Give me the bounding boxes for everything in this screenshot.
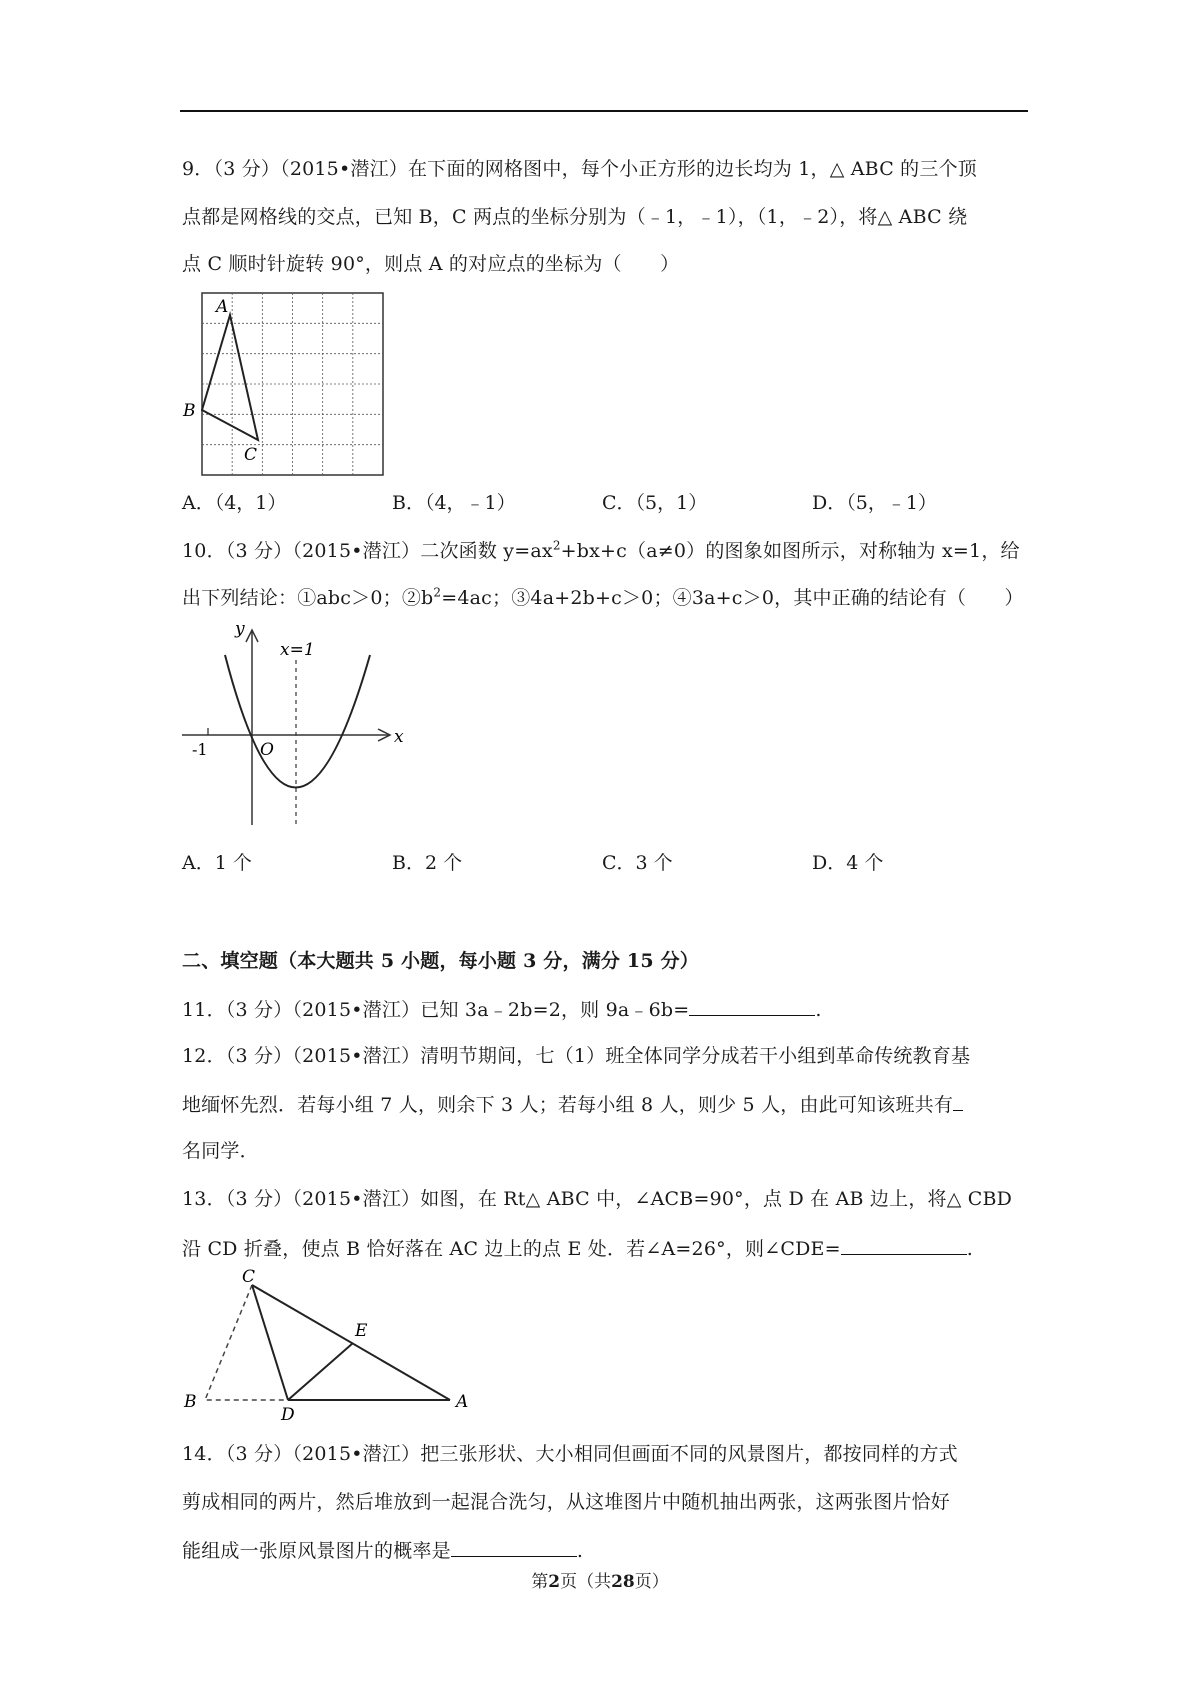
q10-axis-label: x=1: [280, 640, 315, 660]
q14-line-3: 能组成一张原风景图片的概率是 .: [182, 1536, 583, 1564]
q14-line-1: 14．（3 分）（2015•潜江）把三张形状、大小相同但画面不同的风景图片，都按同样的方式: [182, 1443, 958, 1465]
q10-option-a: A．1 个: [182, 852, 252, 874]
q9-line-2: 点都是网格线的交点，已知 B，C 两点的坐标分别为（﹣1，﹣1），（1，﹣2），将△ ABC 绕: [182, 206, 968, 228]
q9-line-3: 点 C 顺时针旋转 90°，则点 A 的对应点的坐标为（ ）: [182, 253, 680, 275]
q9-option-b: B．（4，﹣1）: [392, 492, 516, 514]
q9-triangle-abc: [202, 315, 258, 440]
q13-answer-blank: [841, 1234, 967, 1255]
q9-option-c: C．（5，1）: [602, 492, 708, 514]
footer-total-pages: 28: [611, 1572, 635, 1592]
footer-page-number: 2: [548, 1572, 561, 1592]
q9-option-d: D．（5，﹣1）: [812, 492, 937, 514]
q12-answer-blank: [953, 1090, 963, 1111]
q13-segment-de: [288, 1343, 353, 1400]
q10-line-2: 出下列结论：①abc＞0；$②b^2=4ac$；③4a+2b+c＞0；④3a+c＞0，其中正确的结论有（ ）: [182, 585, 1024, 609]
q10-origin-label: O: [260, 740, 274, 760]
q13-label-e: E: [355, 1321, 368, 1341]
section-2-heading: 二、填空题（本大题共 5 小题，每小题 3 分，满分 15 分）: [182, 950, 699, 972]
q10-parabola: [225, 655, 370, 788]
q13-label-c: C: [242, 1267, 256, 1287]
q11-answer-blank: [689, 995, 815, 1016]
q10-y-label: y: [235, 619, 245, 639]
q9-label-b: B: [183, 401, 196, 421]
q12-line-2: 地缅怀先烈．若每小组 7 人，则余下 3 人；若每小组 8 人，则少 5 人，由此可知该班共有: [182, 1090, 963, 1118]
q10-x-label: x: [394, 727, 404, 747]
q10-option-b: B．2 个: [392, 852, 463, 874]
q9-label-a: A: [216, 297, 229, 317]
q11-line: 11．（3 分）（2015•潜江）已知 3a﹣2b=2，则 9a﹣6b= .: [182, 995, 822, 1023]
q13-label-b: B: [184, 1392, 197, 1412]
q13-dashed-cbd: [205, 1285, 288, 1400]
q10-option-d: D．4 个: [812, 852, 884, 874]
page-footer: 第2页（共28页）: [531, 1572, 669, 1592]
q9-option-a: A．（4，1）: [182, 492, 287, 514]
q13-label-a: A: [456, 1392, 469, 1412]
q9-line-1: 9．（3 分）（2015•潜江）在下面的网格图中，每个小正方形的边长均为 1，△ ABC 的三个顶: [182, 158, 977, 180]
q10-option-c: C．3 个: [602, 852, 673, 874]
q10-parabola-graph: [180, 620, 420, 830]
q13-triangle-figure: [180, 1267, 480, 1425]
q9-grid-figure: [180, 290, 390, 490]
q14-line-2: 剪成相同的两片，然后堆放到一起混合洗匀，从这堆图片中随机抽出两张，这两张图片恰好: [182, 1491, 951, 1513]
q10-line-1: 10．（3 分）（2015•潜江）二次函数 $y=ax^2+bx+c(a\ne 0)$的图象如图所示，对称轴为 x=1，给: [182, 538, 1020, 562]
top-rule: [180, 110, 1028, 112]
q13-label-d: D: [281, 1405, 295, 1425]
q9-label-c: C: [244, 445, 258, 465]
q13-line-2: 沿 CD 折叠，使点 B 恰好落在 AC 边上的点 E 处．若∠A=26°，则∠CDE= .: [182, 1234, 973, 1262]
q14-answer-blank: [451, 1536, 577, 1557]
q12-line-3: 名同学．: [182, 1140, 259, 1162]
q13-line-1: 13．（3 分）（2015•潜江）如图，在 Rt△ ABC 中，∠ACB=90°，点 D 在 AB 边上，将△ CBD: [182, 1188, 1013, 1210]
q10-neg1-label: -1: [192, 740, 208, 759]
q12-line-1: 12．（3 分）（2015•潜江）清明节期间，七（1）班全体同学分成若干小组到革命传统教育基: [182, 1045, 971, 1067]
